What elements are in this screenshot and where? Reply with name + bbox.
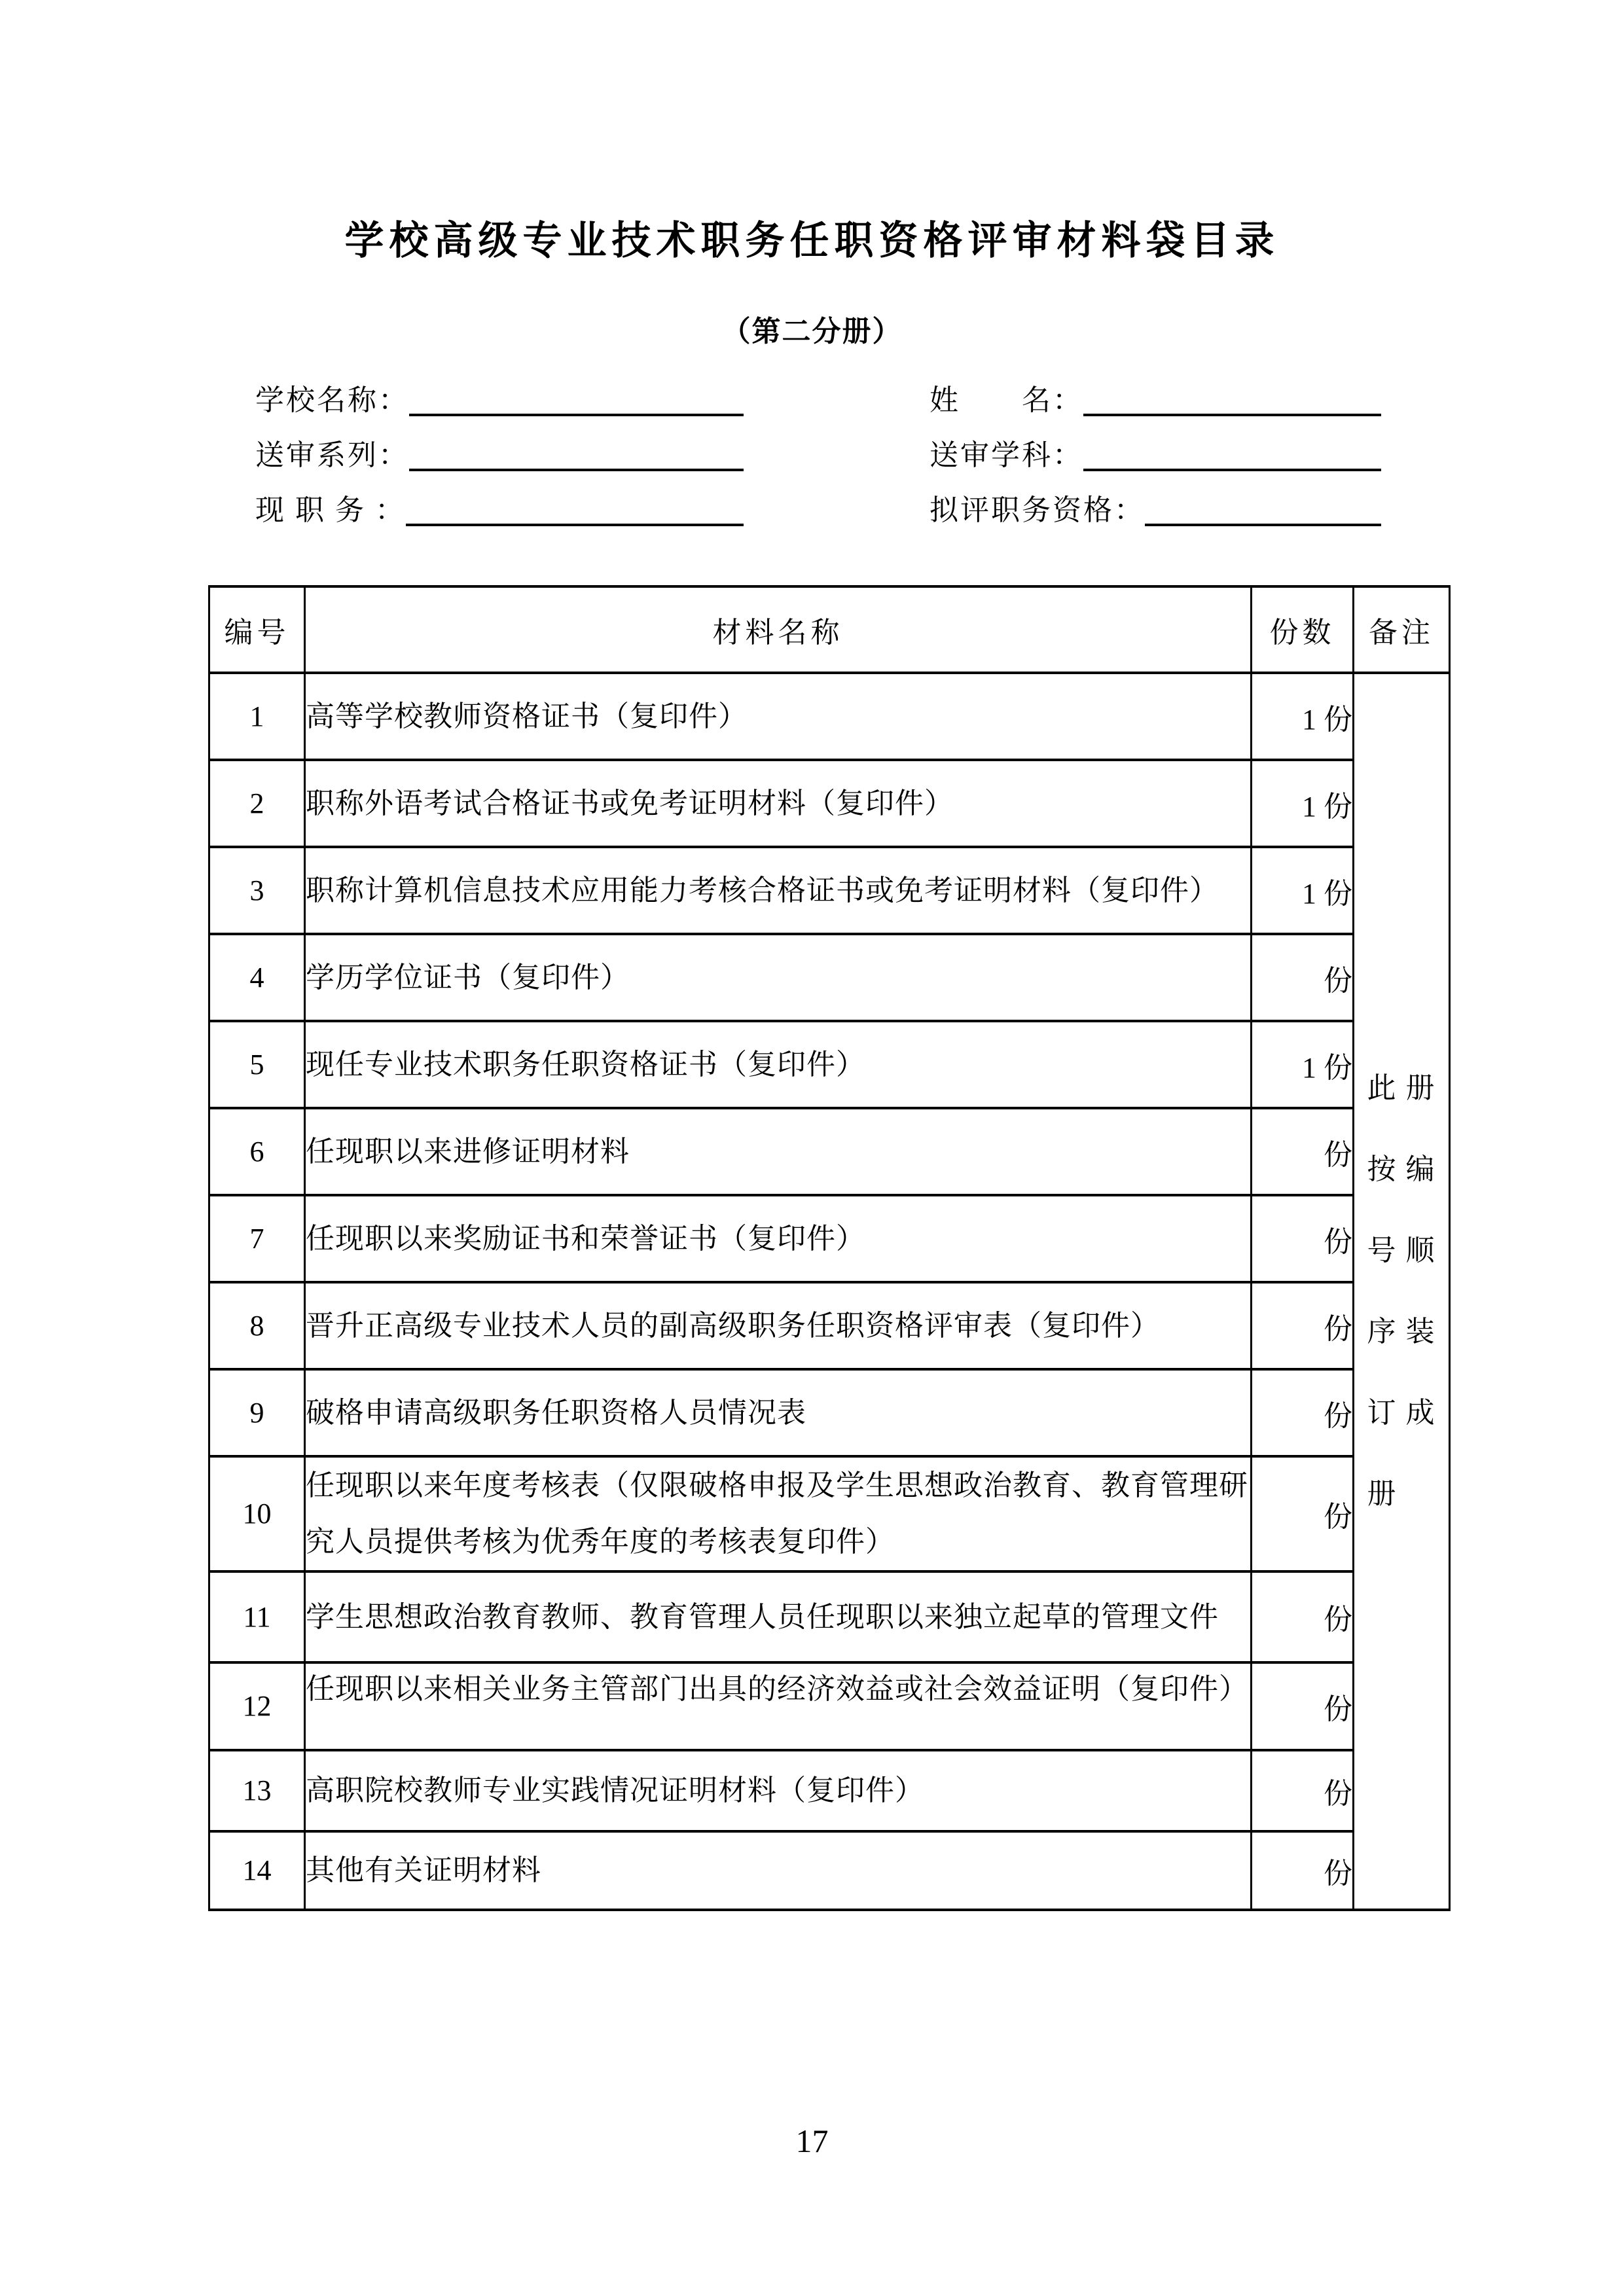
field-blank-school-name (409, 374, 744, 416)
material-name-cell: 学生思想政治教育教师、教育管理人员任现职以来独立起草的管理文件 (305, 1571, 1252, 1662)
row-number-cell: 1 (209, 673, 305, 760)
material-name-cell: 破格申请高级职务任职资格人员情况表 (305, 1369, 1252, 1456)
copies-cell: 份 (1252, 1108, 1354, 1195)
table-row (209, 1021, 1450, 1108)
field-blank-current-position (406, 484, 744, 526)
field-label-current-position: 现 职 务 ： (255, 493, 406, 526)
field-label-review-series: 送审系列： (255, 439, 409, 471)
copies-cell: 份 (1252, 1662, 1354, 1750)
page-title: 学校高级专业技术职务任职资格评审材料袋目录 (344, 219, 1280, 262)
copies-cell: 1 份 (1252, 1021, 1354, 1108)
table-row (209, 1750, 1450, 1831)
material-name-cell: 高职院校教师专业实践情况证明材料（复印件） (305, 1750, 1252, 1831)
table-row (209, 760, 1450, 847)
row-number-cell: 3 (209, 847, 305, 934)
field-label-review-subject: 送审学科： (929, 439, 1083, 471)
field-school-name (255, 374, 744, 416)
row-number-cell: 14 (209, 1831, 305, 1910)
row-number-cell: 7 (209, 1195, 305, 1282)
remark-line: 册 (1367, 1477, 1398, 1510)
field-label-person-name: 姓 名： (929, 384, 1083, 416)
table-row (209, 1831, 1450, 1910)
field-current-position (255, 484, 744, 526)
form-left-column (255, 374, 744, 539)
material-name-cell: 任现职以来进修证明材料 (305, 1108, 1252, 1195)
row-number-cell: 13 (209, 1750, 305, 1831)
row-number-cell: 4 (209, 934, 305, 1021)
material-name-cell: 高等学校教师资格证书（复印件） (305, 673, 1252, 760)
form-right-column (929, 374, 1381, 539)
row-number-cell: 9 (209, 1369, 305, 1456)
copies-cell: 份 (1252, 1456, 1354, 1571)
table-row (209, 847, 1450, 934)
field-blank-person-name (1083, 374, 1381, 416)
copies-cell: 份 (1252, 1750, 1354, 1831)
copies-cell: 1 份 (1252, 847, 1354, 934)
copies-cell: 份 (1252, 1571, 1354, 1662)
table-row (209, 1108, 1450, 1195)
material-name-cell: 职称计算机信息技术应用能力考核合格证书或免考证明材料（复印件） (305, 847, 1252, 934)
table-row (209, 934, 1450, 1021)
material-name-cell: 晋升正高级专业技术人员的副高级职务任职资格评审表（复印件） (305, 1282, 1252, 1369)
table-row (209, 673, 1450, 760)
material-name-cell: 任现职以来年度考核表（仅限破格申报及学生思想政治教育、教育管理研究人员提供考核为优秀年度的考核表复印件） (305, 1456, 1252, 1571)
field-blank-proposed-qualification (1145, 484, 1381, 526)
materials-table-wrap (208, 585, 1449, 1911)
copies-cell: 份 (1252, 1369, 1354, 1456)
table-row (209, 1456, 1450, 1571)
table-row (209, 1195, 1450, 1282)
remark-line: 号 顺 (1367, 1234, 1436, 1266)
col-header-number: 编号 (209, 586, 305, 673)
copies-cell: 1 份 (1252, 673, 1354, 760)
field-label-school-name: 学校名称： (255, 384, 409, 416)
page-number: 17 (795, 2123, 829, 2159)
field-blank-review-subject (1083, 429, 1381, 471)
remark-text (1367, 1048, 1436, 1535)
table-row (209, 1282, 1450, 1369)
row-number-cell: 12 (209, 1662, 305, 1750)
remark-line: 订 成 (1367, 1396, 1436, 1429)
row-number-cell: 8 (209, 1282, 305, 1369)
materials-table (208, 585, 1451, 1911)
table-row (209, 1369, 1450, 1456)
field-blank-review-series (409, 429, 744, 471)
row-number-cell: 5 (209, 1021, 305, 1108)
row-number-cell: 6 (209, 1108, 305, 1195)
copies-cell: 份 (1252, 934, 1354, 1021)
field-proposed-qualification (929, 484, 1381, 526)
row-number-cell: 2 (209, 760, 305, 847)
page-subtitle: （第二分册） (721, 315, 903, 348)
remark-line: 按 编 (1367, 1153, 1436, 1185)
remark-line: 序 装 (1367, 1315, 1436, 1348)
remark-cell (1354, 673, 1450, 1910)
field-review-series (255, 429, 744, 471)
col-header-remark: 备注 (1354, 586, 1450, 673)
material-name-cell: 职称外语考试合格证书或免考证明材料（复印件） (305, 760, 1252, 847)
field-review-subject (929, 429, 1381, 471)
copies-cell: 份 (1252, 1195, 1354, 1282)
copies-cell: 份 (1252, 1282, 1354, 1369)
col-header-material: 材料名称 (305, 586, 1252, 673)
col-header-copies: 份数 (1252, 586, 1354, 673)
material-name-cell: 任现职以来相关业务主管部门出具的经济效益或社会效益证明（复印件） (305, 1662, 1252, 1750)
table-row (209, 1662, 1450, 1750)
material-name-cell: 其他有关证明材料 (305, 1831, 1252, 1910)
copies-cell: 1 份 (1252, 760, 1354, 847)
table-header-row (209, 586, 1450, 673)
material-name-cell: 现任专业技术职务任职资格证书（复印件） (305, 1021, 1252, 1108)
row-number-cell: 11 (209, 1571, 305, 1662)
remark-line: 此 册 (1367, 1071, 1436, 1104)
row-number-cell: 10 (209, 1456, 305, 1571)
table-row (209, 1571, 1450, 1662)
copies-cell: 份 (1252, 1831, 1354, 1910)
field-label-proposed-qualification: 拟评职务资格： (929, 493, 1145, 526)
material-name-cell: 任现职以来奖励证书和荣誉证书（复印件） (305, 1195, 1252, 1282)
material-name-cell: 学历学位证书（复印件） (305, 934, 1252, 1021)
field-person-name (929, 374, 1381, 416)
